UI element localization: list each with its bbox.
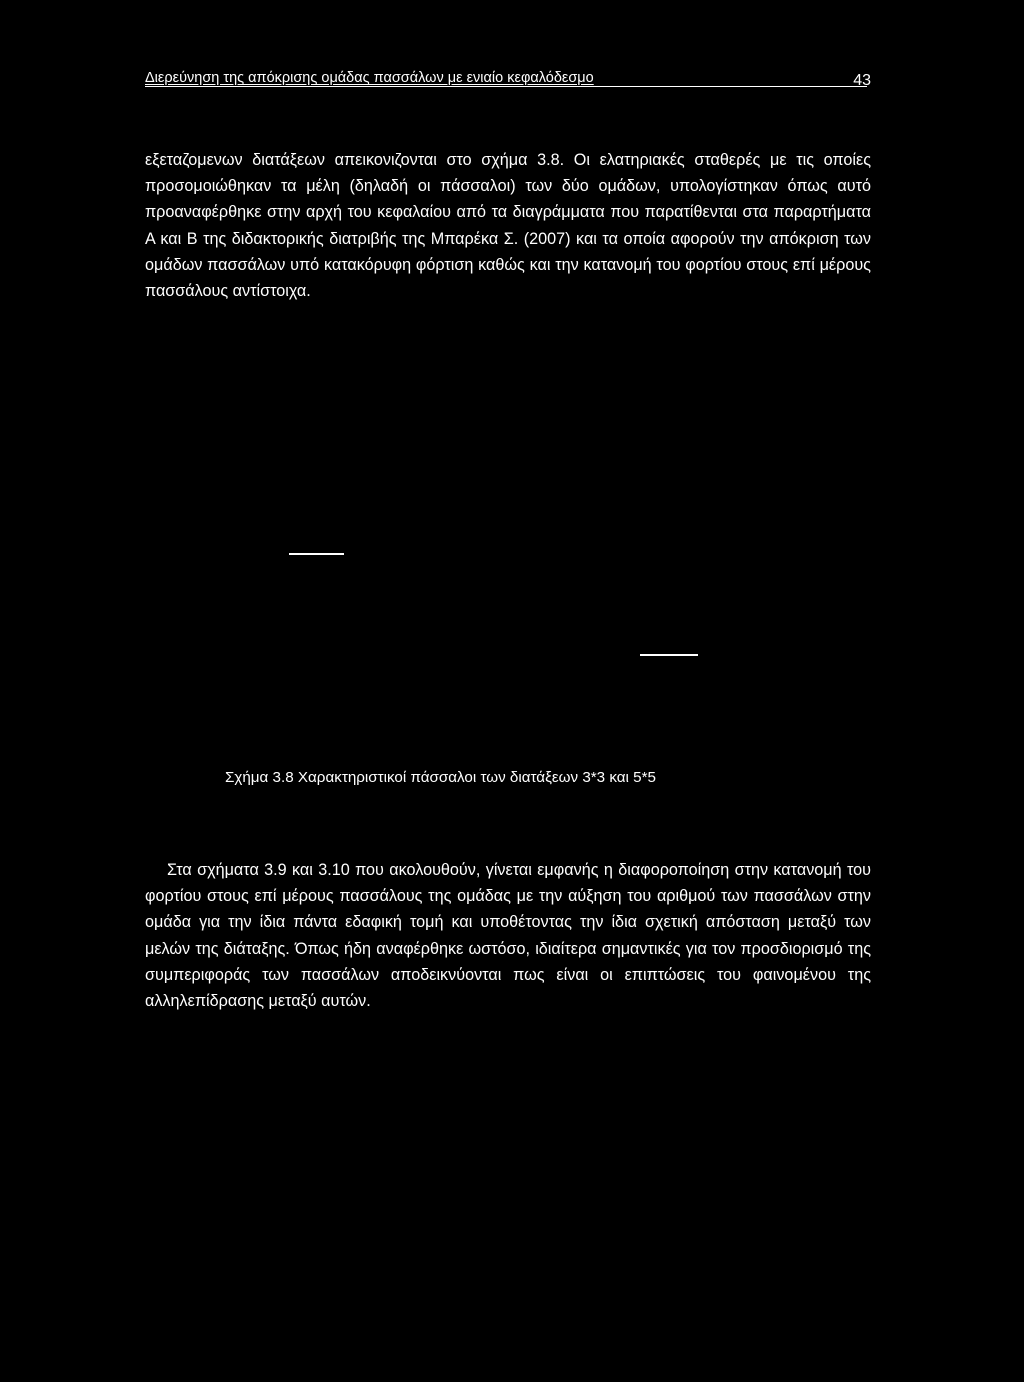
running-header xyxy=(145,68,871,90)
figure-caption: Σχήμα 3.8 Χαρακτηριστικοί πάσσαλοι των διατάξεων 3*3 και 5*5 xyxy=(225,769,656,786)
body-paragraph-1: εξεταζομενων διατάξεων απεικονιζονται στο σχήμα 3.8. Οι ελατηριακές σταθερές με τις οποίες προσομοιώθηκαν τα μέλη (δηλαδή οι πάσσαλοι) των δύο ομάδων, υπολογίστηκαν όπως αυτό προαναφέρθηκε στην αρχή του κεφαλαίου από τα διαγράμματα που παρατίθενται στα παραρτήματα A και B της διδακτορικής διατριβής της Μπαρέκα Σ. (2007) και τα οποία αφορούν την απόκριση των ομάδων πασσάλων υπό κατακόρυφη φόρτιση καθώς και την κατανομή του φορτίου στους επί μέρους πασσάλους αντίστοιχα. xyxy=(145,151,871,301)
body-paragraph-2: Στα σχήματα 3.9 και 3.10 που ακολουθούν, γίνεται εμφανής η διαφοροποίηση στην κατανομή του φορτίου στους επί μέρους πασσάλους της ομάδας με την αύξηση του αριθμού των πασσάλων στην ομάδα για την ίδια πάντα εδαφική τομή και υποθέτοντας την ίδια σχετική απόσταση μεταξύ των μελών της διάταξης. Όπως ήδη αναφέρθηκε ωστόσο, ιδιαίτερα σημαντικές για τον προσδιορισμό της συμπεριφοράς των πασσάλων αποδεικνύονται πως είναι οι επιπτώσεις του φαινομένου της αλληλεπίδρασης μεταξύ αυτών. xyxy=(145,861,871,1011)
header-rule xyxy=(145,86,867,87)
figure-line-left xyxy=(289,553,344,555)
page-number: 43 xyxy=(853,72,871,89)
header-title: Διερεύνηση της απόκρισης ομάδας πασσάλων με ενιαίο κεφαλόδεσμο xyxy=(145,70,594,86)
figure-3-8 xyxy=(145,400,871,740)
figure-line-right xyxy=(640,654,698,656)
